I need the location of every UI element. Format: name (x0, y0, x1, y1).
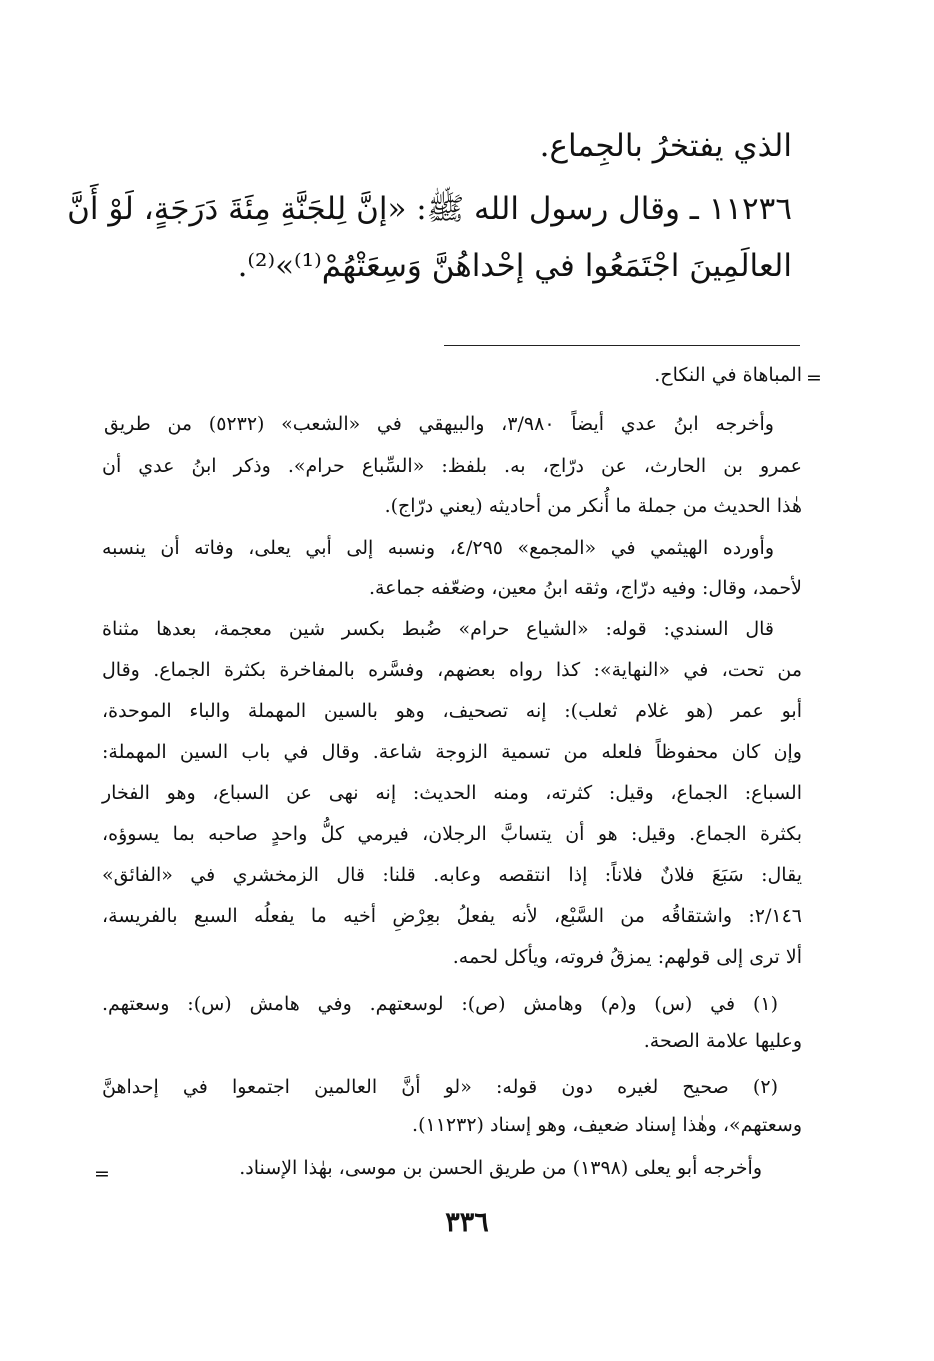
footnote-line: قال السندي: قوله: «الشياع حرام» ضُبط بكسر شين معجمة، بعدها مثناة (102, 618, 774, 640)
hadith-line-2: ١١٢٣٦ ـ وقال رسول الله ﷺ: «إنَّ لِلجَنَّةِ مِئَةَ دَرَجَةٍ، لَوْ أَنَّ (67, 191, 792, 227)
footnote-1-line: وعليها علامة الصحة. (643, 1030, 802, 1052)
footnote-line: أبو عمر (هو غلام ثعلب): إنه تصحيف، وهو بالسين المهملة والباء الموحدة، (102, 700, 802, 722)
continued-marker-bottom: = (94, 1163, 110, 1185)
footnote-line: ٢/١٤٦: واشتقاقُه من السَّبْع، لأنه يفعلُ بعِرْضِ أخيه ما يفعلُه السبع بالفريسة، (102, 905, 802, 927)
footnote-line: وأخرجه ابنُ عدي أيضاً ٣/٩٨٠، والبيهقي في «الشعب» (٥٢٣٢) من طريق (104, 413, 774, 435)
footnote-line: وأورده الهيثمي في «المجمع» ٤/٢٩٥، ونسبه إلى أبي يعلى، وفاته أن ينسبه (102, 537, 774, 559)
footnote-2-line: (٢) صحيح لغيره دون قوله: «لو أنَّ العالمين اجتمعوا في إحداهنَّ (102, 1076, 778, 1098)
footnote-2-line: وأخرجه أبو يعلى (١٣٩٨) من طريق الحسن بن موسى، بهٰذا الإسناد. (239, 1157, 762, 1179)
footnote-separator (444, 345, 800, 346)
footnote-line: لأحمد، وقال: وفيه درّاج، وثقه ابنُ معين، وضعّفه جماعة. (368, 577, 802, 599)
footnote-1-line: (١) في (س) و(م) وهامش (ص): لوسعتهم. وفي هامش (س): وسعتهم. (102, 993, 778, 1015)
hadith-line-3: العالَمِينَ اجْتَمَعُوا في إحْداهُنَّ وَسِعَتْهُمْ⁽¹⁾»⁽²⁾. (237, 248, 792, 284)
footnote-line: من تحت، في «النهاية»: كذا رواه بعضهم، وفسَّره بالمفاخرة بكثرة الجماع. وقال (102, 659, 802, 681)
footnote-line: السباع: الجماع، وقيل: كثرته، ومنه الحديث: إنه نهى عن السباع، وهو الفخار (102, 782, 802, 804)
page-number: ٣٣٦ (445, 1207, 489, 1238)
footnote-line: بكثرة الجماع. وقيل: هو أن يتسابَّ الرجلان، فيرمي كلُّ واحدٍ صاحبه بما يسوؤه، (102, 823, 802, 845)
footnote-2-line: وسعتهم»، وهٰذا إسناد ضعيف، وهو إسناد (١١٢٣٢). (412, 1114, 802, 1136)
footnote-line: المباهاة في النكاح. (654, 364, 802, 386)
footnote-line: عمرو بن الحارث، عن درّاج، به. بلفظ: «السِّباع حرام». وذكر ابنُ عدي أن (102, 455, 802, 477)
footnote-line: هٰذا الحديث من جملة ما أُنكر من أحاديثه (يعني درّاج). (384, 495, 802, 517)
footnote-line: وإن كان محفوظاً فلعله من تسمية الزوجة شاعة. وقال في باب السين المهملة: (102, 741, 802, 763)
hadith-line-1: الذي يفتخرُ بالجِماع. (539, 128, 792, 164)
footnote-line: ألا ترى إلى قولهم: يمزقُ فروته، ويأكل لحمه. (452, 946, 802, 968)
continued-marker-top: = (806, 367, 822, 389)
footnote-line: يقال: سَبَعَ فلانٌ فلاناً: إذا انتقصه وعابه. قلنا: قال الزمخشري في «الفائق» (102, 864, 802, 886)
